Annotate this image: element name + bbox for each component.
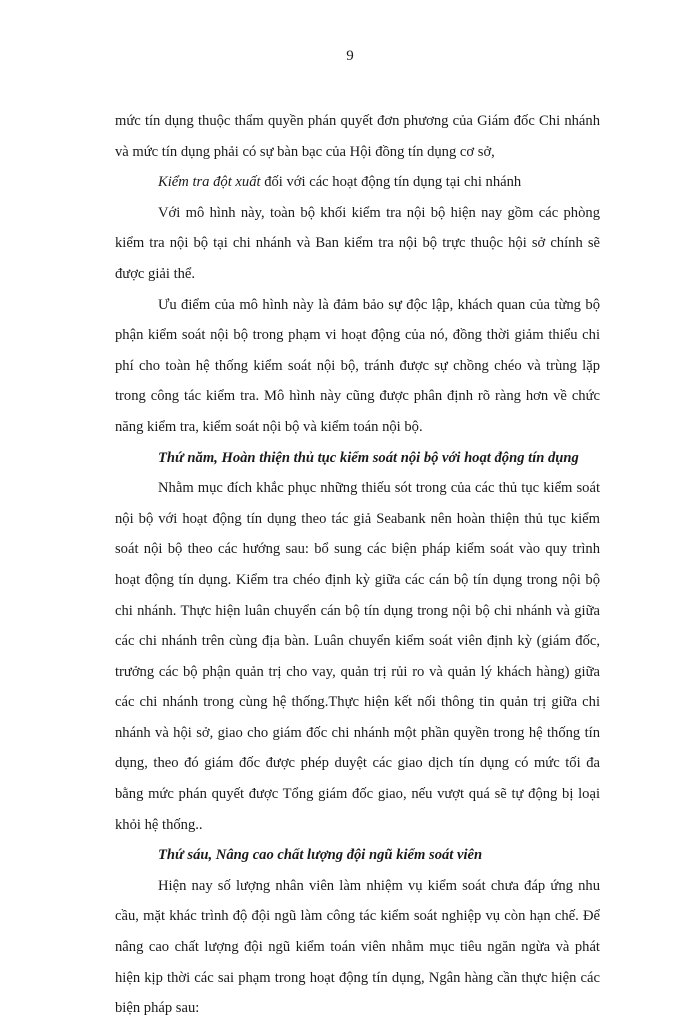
heading-fifth: Thứ năm, Hoàn thiện thủ tục kiểm soát nội bộ với hoạt động tín dụng [158, 449, 579, 466]
surprise-inspection-text: đối với các hoạt động tín dụng tại chi nhánh [260, 174, 522, 191]
paragraph-surprise-inspection [115, 167, 600, 198]
paragraph-credit-authority: mức tín dụng thuộc thẩm quyền phán quyết đơn phương của Giám đốc Chi nhánh và mức tín dụng phải có sự bàn bạc của Hội đồng tín dụng cơ sở, [115, 113, 600, 160]
paragraph-controller-quality: Hiện nay số lượng nhân viên làm nhiệm vụ kiểm soát chưa đáp ứng nhu cầu, mặt khác trình độ đội ngũ làm công tác kiểm soát nghiệp vụ còn hạn chế. Để nâng cao chất lượng đội ngũ kiểm toán viên nhằm mục tiêu ngăn ngừa và phát hiện kịp thời các sai phạm trong hoạt động tín dụng, Ngân hàng cần thực hiện các biện pháp sau: [115, 877, 600, 1017]
paragraph-model-advantages: Ưu điểm của mô hình này là đảm bảo sự độc lập, khách quan của từng bộ phận kiểm soát nội bộ trong phạm vi hoạt động của nó, đồng thời giảm thiểu chi phí cho toàn hệ thống kiểm soát nội bộ, tránh được sự chồng chéo và trùng lặp trong công tác kiểm tra. Mô hình này cũng được phân định rõ ràng hơn về chức năng kiểm tra, kiểm soát nội bộ và kiểm toán nội bộ. [115, 296, 600, 435]
page-number: 9 [346, 48, 354, 64]
document-body [115, 106, 600, 1024]
surprise-inspection-term: Kiểm tra đột xuất [158, 174, 261, 191]
heading-sixth: Thứ sáu, Nâng cao chất lượng đội ngũ kiểm soát viên [158, 847, 483, 864]
paragraph-model-dissolution: Với mô hình này, toàn bộ khối kiểm tra nội bộ hiện nay gồm các phòng kiểm tra nội bộ tại chi nhánh và Ban kiểm tra nội bộ trực thuộc hội sở chính sẽ được giải thể. [115, 204, 600, 282]
paragraph-internal-control-procedures: Nhằm mục đích khắc phục những thiếu sót trong của các thủ tục kiểm soát nội bộ với hoạt động tín dụng theo tác giả Seabank nên hoàn thiện thủ tục kiểm soát nội bộ theo các hướng sau: bổ sung các biện pháp kiểm soát vào quy trình hoạt động tín dụng. Kiểm tra chéo định kỳ giữa các cán bộ tín dụng trong nội bộ chi nhánh. Thực hiện luân chuyển cán bộ tín dụng trong nội bộ chi nhánh và giữa các chi nhánh trên cùng địa bàn. Luân chuyển kiểm soát viên định kỳ (giám đốc, trưởng các bộ phận quản trị cho vay, quản trị rủi ro và quản lý khách hàng) giữa các chi nhánh trong cùng hệ thống.Thực hiện kết nối thông tin quản trị giữa chi nhánh và hội sở, giao cho giám đốc chi nhánh một phần quyền trong hệ thống tín dụng, theo đó giám đốc được phép duyệt các giao dịch tín dụng có mức tối đa bằng mức phán quyết được Tổng giám đốc giao, nếu vượt quá sẽ tự động bị loại khỏi hệ thống.. [115, 480, 600, 833]
